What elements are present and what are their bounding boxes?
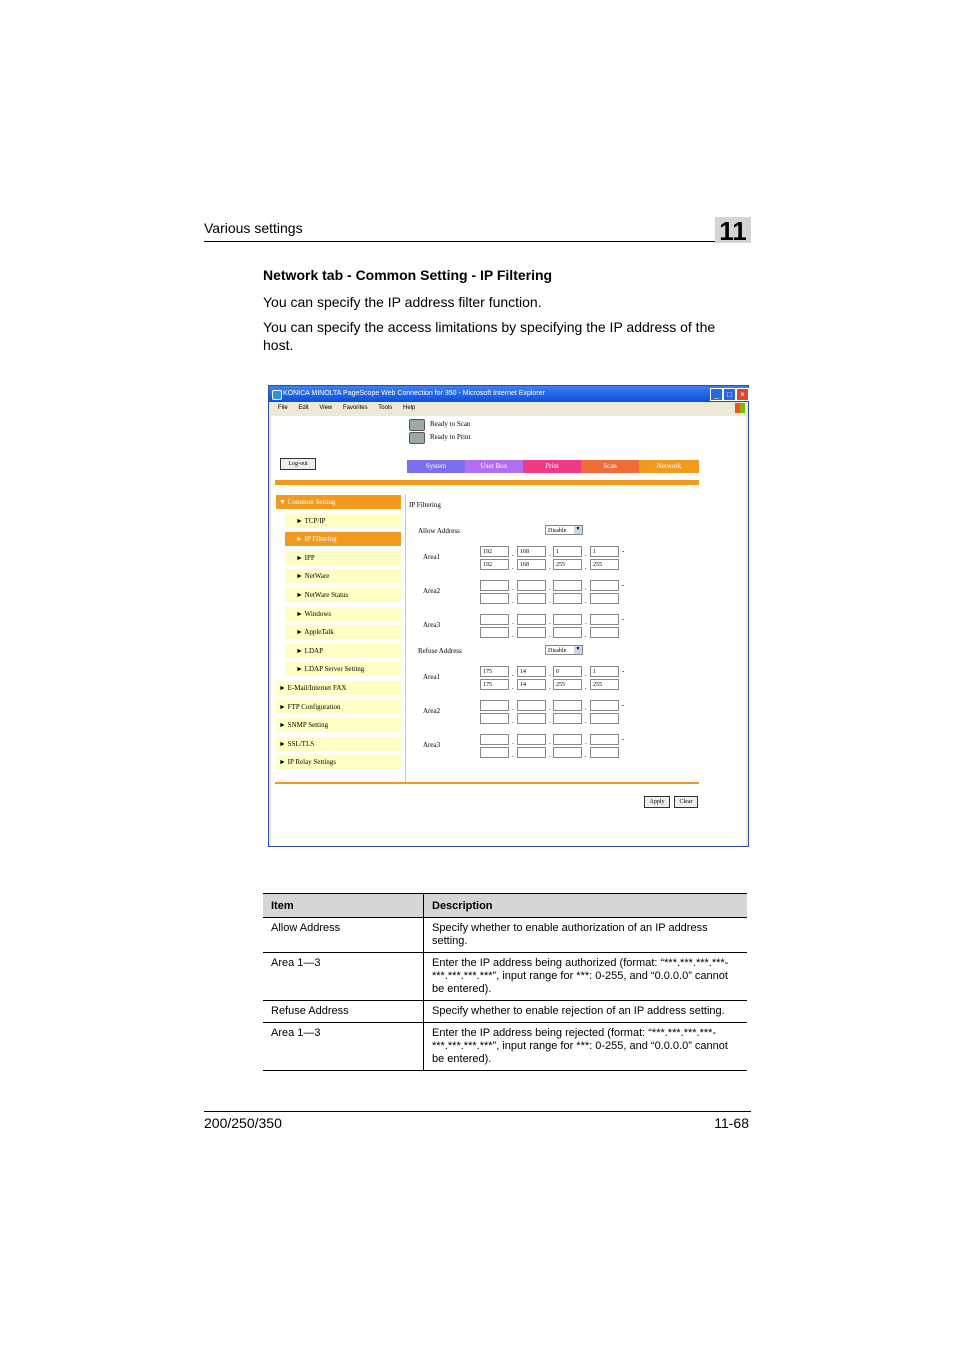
ip-octet-field[interactable]: [517, 614, 546, 625]
octet-separator: .: [512, 717, 514, 725]
range-separator: -: [622, 547, 625, 555]
allow-address-label: Allow Address: [418, 527, 460, 535]
octet-separator: .: [512, 631, 514, 639]
octet-separator: .: [549, 584, 551, 592]
ip-octet-field[interactable]: 255: [590, 559, 619, 570]
allow-area-label: Area3: [423, 621, 441, 629]
ip-octet-field[interactable]: 192: [480, 546, 509, 557]
octet-separator: .: [512, 618, 514, 626]
ip-octet-field[interactable]: 1: [590, 546, 619, 557]
ip-octet-field[interactable]: [517, 734, 546, 745]
tab-user-box[interactable]: User Box: [465, 460, 523, 473]
close-icon[interactable]: ×: [736, 388, 749, 401]
ip-octet-field[interactable]: [553, 713, 582, 724]
range-separator: -: [622, 581, 625, 589]
scan-status: Ready to Scan: [430, 420, 471, 428]
menu-file[interactable]: File: [278, 405, 288, 411]
minimize-icon[interactable]: _: [710, 388, 723, 401]
ip-octet-field[interactable]: [517, 627, 546, 638]
octet-separator: .: [585, 584, 587, 592]
octet-separator: .: [585, 704, 587, 712]
ip-octet-field[interactable]: [517, 747, 546, 758]
ip-octet-field[interactable]: [480, 580, 509, 591]
octet-separator: .: [549, 751, 551, 759]
sidebar-divider: [405, 494, 406, 784]
octet-separator: .: [549, 550, 551, 558]
item-cell: Area 1—3: [263, 953, 424, 1001]
sidebar-item[interactable]: ► LDAP Server Setting: [285, 662, 401, 676]
chevron-down-icon: ▼: [575, 527, 581, 532]
item-cell: Allow Address: [263, 918, 424, 953]
ip-octet-field[interactable]: [553, 747, 582, 758]
octet-separator: .: [585, 683, 587, 691]
ip-octet-field[interactable]: 175: [480, 679, 509, 690]
octet-separator: .: [512, 751, 514, 759]
print-status: Ready to Print: [430, 433, 471, 441]
maximize-icon[interactable]: □: [723, 388, 736, 401]
octet-separator: .: [585, 618, 587, 626]
range-separator: -: [622, 615, 625, 623]
sidebar-item[interactable]: ► IP Filtering: [285, 532, 401, 546]
octet-separator: .: [512, 584, 514, 592]
sidebar-item[interactable]: ► AppleTalk: [285, 625, 401, 639]
ip-octet-field[interactable]: [480, 713, 509, 724]
window-titlebar: [269, 386, 748, 402]
clear-button[interactable]: Clear: [674, 796, 698, 808]
octet-separator: .: [549, 738, 551, 746]
browser-window: [268, 385, 749, 847]
menu-tools[interactable]: Tools: [378, 405, 393, 411]
sidebar-item[interactable]: ► IPP: [285, 551, 401, 565]
ip-octet-field[interactable]: 0: [553, 666, 582, 677]
sidebar-item[interactable]: ► SNMP Setting: [276, 718, 401, 732]
header-rule: [204, 241, 751, 242]
octet-separator: .: [549, 683, 551, 691]
ip-octet-field[interactable]: [553, 614, 582, 625]
octet-separator: .: [549, 670, 551, 678]
ip-octet-field[interactable]: 14: [517, 666, 546, 677]
chevron-down-icon: ▼: [575, 647, 581, 652]
refuse-address-label: Refuse Address: [418, 647, 462, 655]
allow-address-value: Disable: [548, 528, 567, 534]
octet-separator: .: [585, 738, 587, 746]
octet-separator: .: [549, 631, 551, 639]
sidebar-item[interactable]: ► Windows: [285, 607, 401, 621]
octet-separator: .: [585, 670, 587, 678]
range-separator: -: [622, 667, 625, 675]
octet-separator: .: [585, 550, 587, 558]
ip-octet-field[interactable]: 168: [517, 546, 546, 557]
octet-separator: .: [512, 704, 514, 712]
running-header: Various settings: [204, 220, 303, 236]
table-row: [263, 953, 747, 1001]
octet-separator: .: [512, 683, 514, 691]
tab-underline: [275, 480, 699, 485]
ip-octet-field[interactable]: [590, 580, 619, 591]
bottom-divider: [275, 782, 699, 784]
description-cell: Specify whether to enable authorization of an IP address setting.: [424, 918, 748, 953]
ip-octet-field[interactable]: [480, 747, 509, 758]
description-cell: Enter the IP address being authorized (format: “***.***.***.***-***.***.***.***”, input range for ***: 0-255, and “0.0.0.0” cannot be entered).: [424, 953, 748, 1001]
tab-network[interactable]: Network: [639, 460, 699, 473]
logout-button[interactable]: Log-out: [280, 458, 316, 470]
menu-bar: [269, 402, 748, 414]
range-separator: -: [622, 735, 625, 743]
refuse-area-label: Area3: [423, 741, 441, 749]
sidebar-item[interactable]: ► E-Mail/Internet FAX: [276, 681, 401, 695]
apply-button[interactable]: Apply: [644, 796, 670, 808]
description-cell: Specify whether to enable rejection of an IP address setting.: [424, 1001, 748, 1023]
ip-octet-field[interactable]: [517, 713, 546, 724]
octet-separator: .: [549, 717, 551, 725]
menu-help[interactable]: Help: [402, 405, 416, 411]
ip-octet-field[interactable]: 255: [590, 679, 619, 690]
ip-octet-field[interactable]: [590, 734, 619, 745]
window-title: KONICA MINOLTA PageScope Web Connection for 350 - Microsoft Internet Explorer: [283, 390, 545, 397]
printer-icon: [409, 432, 425, 444]
allow-address-select[interactable]: [545, 525, 583, 535]
menu-favorites[interactable]: Favorites: [342, 405, 368, 411]
menu-view[interactable]: View: [319, 405, 333, 411]
ip-octet-field[interactable]: [553, 627, 582, 638]
ip-octet-field[interactable]: [590, 700, 619, 711]
chapter-number: 11: [715, 217, 751, 243]
tab-print[interactable]: Print: [523, 460, 581, 473]
ip-octet-field[interactable]: 1: [590, 666, 619, 677]
octet-separator: .: [549, 597, 551, 605]
range-separator: -: [622, 701, 625, 709]
ip-octet-field[interactable]: [553, 580, 582, 591]
ip-octet-field[interactable]: 14: [517, 679, 546, 690]
octet-separator: .: [512, 670, 514, 678]
octet-separator: .: [549, 618, 551, 626]
refuse-address-value: Disable: [548, 648, 567, 654]
ip-octet-field[interactable]: [590, 614, 619, 625]
intro-paragraph: You can specify the access limitations by specifying the IP address of the host.: [263, 319, 716, 353]
ip-octet-field[interactable]: [590, 747, 619, 758]
page-content: [271, 416, 746, 846]
allow-area-label: Area1: [423, 553, 441, 561]
windows-logo-icon: [735, 403, 745, 413]
ip-octet-field[interactable]: [553, 700, 582, 711]
ip-octet-field[interactable]: [517, 700, 546, 711]
octet-separator: .: [512, 738, 514, 746]
intro-paragraph: You can specify the IP address filter function.: [263, 294, 542, 310]
sidebar-item[interactable]: ► LDAP: [285, 644, 401, 658]
ip-octet-field[interactable]: 255: [553, 679, 582, 690]
item-cell: Refuse Address: [263, 1001, 424, 1023]
refuse-address-select[interactable]: [545, 645, 583, 655]
menu-edit[interactable]: Edit: [298, 405, 309, 411]
octet-separator: .: [585, 717, 587, 725]
sidebar-item[interactable]: ▼ Common Setting: [276, 495, 401, 509]
footer-model: 200/250/350: [204, 1115, 282, 1131]
octet-separator: .: [585, 631, 587, 639]
octet-separator: .: [549, 704, 551, 712]
table-header-row: [263, 894, 747, 918]
octet-separator: .: [549, 563, 551, 571]
octet-separator: .: [585, 597, 587, 605]
ip-octet-field[interactable]: [553, 734, 582, 745]
footer-rule: [204, 1111, 751, 1112]
footer-page-number: 11-68: [714, 1115, 749, 1131]
sidebar-item[interactable]: ► NetWare Status: [285, 588, 401, 602]
ip-octet-field[interactable]: 192: [480, 559, 509, 570]
sidebar-item[interactable]: ► FTP Configuration: [276, 700, 401, 714]
scanner-icon: [409, 419, 425, 431]
ip-octet-field[interactable]: [480, 593, 509, 604]
column-header-item: Item: [263, 894, 424, 918]
ip-octet-field[interactable]: [480, 700, 509, 711]
ip-octet-field[interactable]: [517, 580, 546, 591]
section-heading: Network tab - Common Setting - IP Filtering: [263, 267, 553, 283]
ip-octet-field[interactable]: [517, 593, 546, 604]
ie-icon: [272, 390, 282, 400]
octet-separator: .: [512, 550, 514, 558]
column-header-description: Description: [424, 894, 748, 918]
sidebar-item[interactable]: ► SSL/TLS: [276, 737, 401, 751]
table-row: [263, 1023, 747, 1071]
ip-octet-field[interactable]: 168: [517, 559, 546, 570]
tab-scan[interactable]: Scan: [581, 460, 639, 473]
octet-separator: .: [585, 751, 587, 759]
refuse-area-label: Area2: [423, 707, 441, 715]
octet-separator: .: [512, 597, 514, 605]
ip-octet-field[interactable]: [590, 593, 619, 604]
ip-octet-field[interactable]: [590, 627, 619, 638]
ip-octet-field[interactable]: [480, 627, 509, 638]
octet-separator: .: [512, 563, 514, 571]
ip-octet-field[interactable]: 255: [553, 559, 582, 570]
table-row: [263, 918, 747, 953]
ip-octet-field[interactable]: [553, 593, 582, 604]
tab-system[interactable]: System: [407, 460, 465, 473]
description-cell: Enter the IP address being rejected (format: “***.***.***.***-***.***.***.***”, input range for ***: 0-255, and “0.0.0.0” cannot be entered).: [424, 1023, 748, 1071]
item-cell: Area 1—3: [263, 1023, 424, 1071]
ip-octet-field[interactable]: 1: [553, 546, 582, 557]
form-title: IP Filtering: [409, 501, 441, 509]
settings-table: [263, 893, 747, 1071]
ip-octet-field[interactable]: [590, 713, 619, 724]
sidebar-item[interactable]: ► NetWare: [285, 569, 401, 583]
sidebar-item[interactable]: ► IP Relay Settings: [276, 755, 401, 769]
sidebar-item[interactable]: ► TCP/IP: [285, 514, 401, 528]
ip-octet-field[interactable]: [480, 734, 509, 745]
ip-octet-field[interactable]: [480, 614, 509, 625]
octet-separator: .: [585, 563, 587, 571]
table-row: [263, 1001, 747, 1023]
refuse-area-label: Area1: [423, 673, 441, 681]
ip-octet-field[interactable]: 175: [480, 666, 509, 677]
allow-area-label: Area2: [423, 587, 441, 595]
